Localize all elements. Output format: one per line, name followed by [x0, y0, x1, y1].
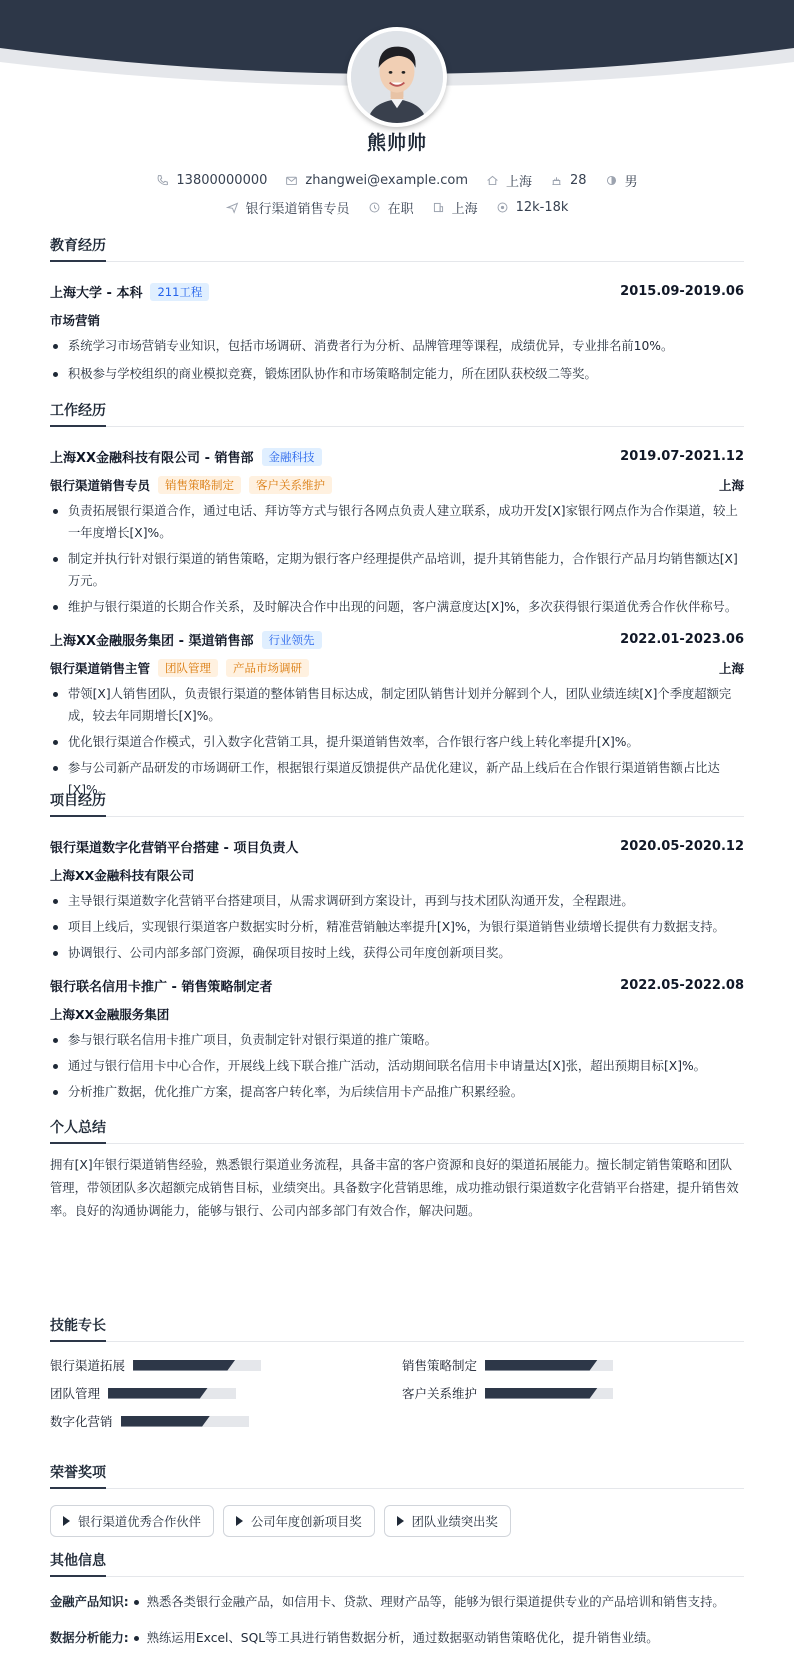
contact-email: zhangwei@example.com [285, 173, 468, 188]
project-name: 银行联名信用卡推广 - 销售策略制定者 [50, 980, 273, 995]
contact-phone: 13800000000 [156, 173, 267, 188]
list-item: 优化银行渠道合作模式，引入数字化营销工具，提升渠道销售效率，合作银行客户线上转化率提升[X]%。 [50, 731, 744, 753]
salary-icon [496, 201, 509, 214]
job-title: 银行渠道销售专员 [226, 198, 350, 217]
contact-gender: 男 [605, 171, 638, 190]
skill-item: 银行渠道拓展 [50, 1356, 261, 1374]
list-item: 主导银行渠道数字化营销平台搭建项目，从需求调研到方案设计，再到与技术团队沟通开发，全程跟进。 [50, 890, 744, 912]
project-org: 上海XX金融服务集团 [50, 1007, 170, 1022]
major: 市场营销 [50, 313, 101, 328]
gender-icon [605, 174, 618, 187]
project-bullets [50, 1029, 744, 1103]
project-date: 2020.05-2020.12 [620, 839, 744, 854]
home-icon [486, 174, 499, 187]
section-title: 技能专长 [50, 1315, 744, 1342]
skill-item: 销售策略制定 [402, 1356, 613, 1374]
role-tag: 产品市场调研 [226, 659, 309, 677]
list-item: 维护与银行渠道的长期合作关系，及时解决合作中出现的问题，客户满意度达[X]%，多次获得银行渠道优秀合作伙伴称号。 [50, 596, 744, 618]
company-name: 上海XX金融科技有限公司 - 销售部 [50, 451, 254, 466]
building-icon [432, 201, 445, 214]
role-name: 银行渠道销售专员 [50, 478, 151, 493]
role-name: 银行渠道销售主管 [50, 661, 151, 676]
company-name: 上海XX金融服务集团 - 渠道销售部 [50, 634, 254, 649]
skill-item: 客户关系维护 [402, 1384, 613, 1402]
education-section [50, 235, 744, 385]
avatar [347, 27, 447, 127]
job-intent-row [0, 198, 794, 217]
other-section [50, 1550, 744, 1649]
project-head [50, 837, 744, 856]
projects-section [50, 790, 744, 1103]
mail-icon [285, 174, 298, 187]
work-role-row [50, 659, 744, 677]
phone-icon [156, 174, 169, 187]
job-status: 在职 [368, 198, 414, 217]
education-bullets [50, 335, 744, 385]
other-item: 数据分析能力: 熟练运用Excel、SQL等工具进行销售数据分析，通过数据驱动销售策略优化，提升销售业绩。 [50, 1627, 744, 1649]
list-item: 负责拓展银行渠道合作，通过电话、拜访等方式与银行各网点负责人建立联系，成功开发[X]家银行网点作为合作渠道，较上一年度增长[X]%。 [50, 500, 744, 544]
role-tag: 客户关系维护 [249, 476, 332, 494]
work-item-head [50, 630, 744, 649]
section-title: 其他信息 [50, 1550, 744, 1577]
job-city: 上海 [432, 198, 478, 217]
work-role-row [50, 476, 744, 494]
company-tag: 金融科技 [262, 448, 322, 466]
job-salary: 12k-18k [496, 200, 569, 215]
list-item: 参与银行联名信用卡推广项目，负责制定针对银行渠道的推广策略。 [50, 1029, 744, 1051]
list-item: 分析推广数据，优化推广方案，提高客户转化率，为后续信用卡产品推广积累经验。 [50, 1081, 744, 1103]
skill-item: 团队管理 [50, 1384, 236, 1402]
age-icon [550, 174, 563, 187]
contact-row [0, 171, 794, 190]
project-org: 上海XX金融科技有限公司 [50, 868, 195, 883]
work-item-head [50, 447, 744, 466]
skill-item: 数字化营销 [50, 1412, 249, 1430]
company-tag: 行业领先 [262, 631, 322, 649]
play-icon [63, 1516, 70, 1526]
school-tag: 211工程 [150, 283, 209, 301]
school-name: 上海大学 - 本科 [50, 286, 143, 301]
other-item: 金融产品知识: 熟悉各类银行金融产品，如信用卡、贷款、理财产品等，能够为银行渠道提供专业的产品培训和销售支持。 [50, 1591, 744, 1613]
section-title: 教育经历 [50, 235, 744, 262]
list-item: 参与公司新产品研发的市场调研工作，根据银行渠道反馈提供产品优化建议，新产品上线后在合作银行渠道销售额占比达[X]%。 [50, 757, 744, 801]
project-date: 2022.05-2022.08 [620, 978, 744, 993]
project-bullets [50, 890, 744, 964]
summary-text: 拥有[X]年银行渠道销售经验，熟悉银行渠道业务流程，具备丰富的客户资源和良好的渠道拓展能力。擅长制定销售策略和团队管理，带领团队多次超额完成销售目标，业绩突出。具备数字化营销思维，成功推动银行渠道数字化营销平台搭建，提升销售效率。良好的沟通协调能力，能够与银行、公司内部多部门有效合作，解决问题。 [50, 1158, 739, 1218]
candidate-name: 熊帅帅 [366, 132, 427, 154]
work-location: 上海 [718, 478, 744, 493]
work-date: 2019.07-2021.12 [620, 449, 744, 464]
education-date: 2015.09-2019.06 [620, 284, 744, 299]
list-item: 通过与银行信用卡中心合作，开展线上线下联合推广活动，活动期间联名信用卡申请量达[X]张，超出预期目标[X]%。 [50, 1055, 744, 1077]
list-item: 制定并执行针对银行渠道的销售策略，定期为银行客户经理提供产品培训，提升其销售能力，合作银行产品月均销售额达[X]万元。 [50, 548, 744, 592]
play-icon [397, 1516, 404, 1526]
work-bullets [50, 683, 744, 801]
education-head [50, 282, 744, 301]
list-item: 带领[X]人销售团队，负责银行渠道的整体销售目标达成，制定团队销售计划并分解到个人，团队业绩连续[X]个季度超额完成，较去年同期增长[X]%。 [50, 683, 744, 727]
skill-bar [485, 1388, 613, 1399]
award-chip: 团队业绩突出奖 [384, 1505, 511, 1537]
project-head [50, 976, 744, 995]
award-chip: 公司年度创新项目奖 [223, 1505, 375, 1537]
work-location: 上海 [718, 661, 744, 676]
role-tag: 销售策略制定 [158, 476, 241, 494]
award-chip: 银行渠道优秀合作伙伴 [50, 1505, 214, 1537]
play-icon [236, 1516, 243, 1526]
list-item: 项目上线后，实现银行渠道客户数据实时分析，精准营销触达率提升[X]%，为银行渠道销售业绩增长提供有力数据支持。 [50, 916, 744, 938]
skill-bar [108, 1388, 236, 1399]
contact-age: 28 [550, 173, 587, 188]
skill-bar [485, 1360, 613, 1371]
list-item: 系统学习市场营销专业知识，包括市场调研、消费者行为分析、品牌管理等课程，成绩优异，专业排名前10%。 [50, 335, 744, 357]
work-bullets [50, 500, 744, 618]
skill-bar [133, 1360, 261, 1371]
section-title: 荣誉奖项 [50, 1462, 744, 1489]
project-name: 银行渠道数字化营销平台搭建 - 项目负责人 [50, 841, 299, 856]
section-title: 工作经历 [50, 400, 744, 427]
section-title: 个人总结 [50, 1117, 744, 1144]
list-item: 协调银行、公司内部多部门资源，确保项目按时上线，获得公司年度创新项目奖。 [50, 942, 744, 964]
awards-list [50, 1505, 744, 1537]
awards-section [50, 1462, 744, 1537]
status-icon [368, 201, 381, 214]
section-title: 项目经历 [50, 790, 744, 817]
work-section [50, 400, 744, 801]
skills-section [50, 1315, 744, 1446]
role-tag: 团队管理 [158, 659, 218, 677]
work-date: 2022.01-2023.06 [620, 632, 744, 647]
skill-bar [121, 1416, 249, 1427]
skills-grid [50, 1356, 744, 1446]
summary-section [50, 1117, 744, 1223]
list-item: 积极参与学校组织的商业模拟竞赛，锻炼团队协作和市场策略制定能力，所在团队获校级二等奖。 [50, 363, 744, 385]
send-icon [226, 201, 239, 214]
contact-city: 上海 [486, 171, 532, 190]
